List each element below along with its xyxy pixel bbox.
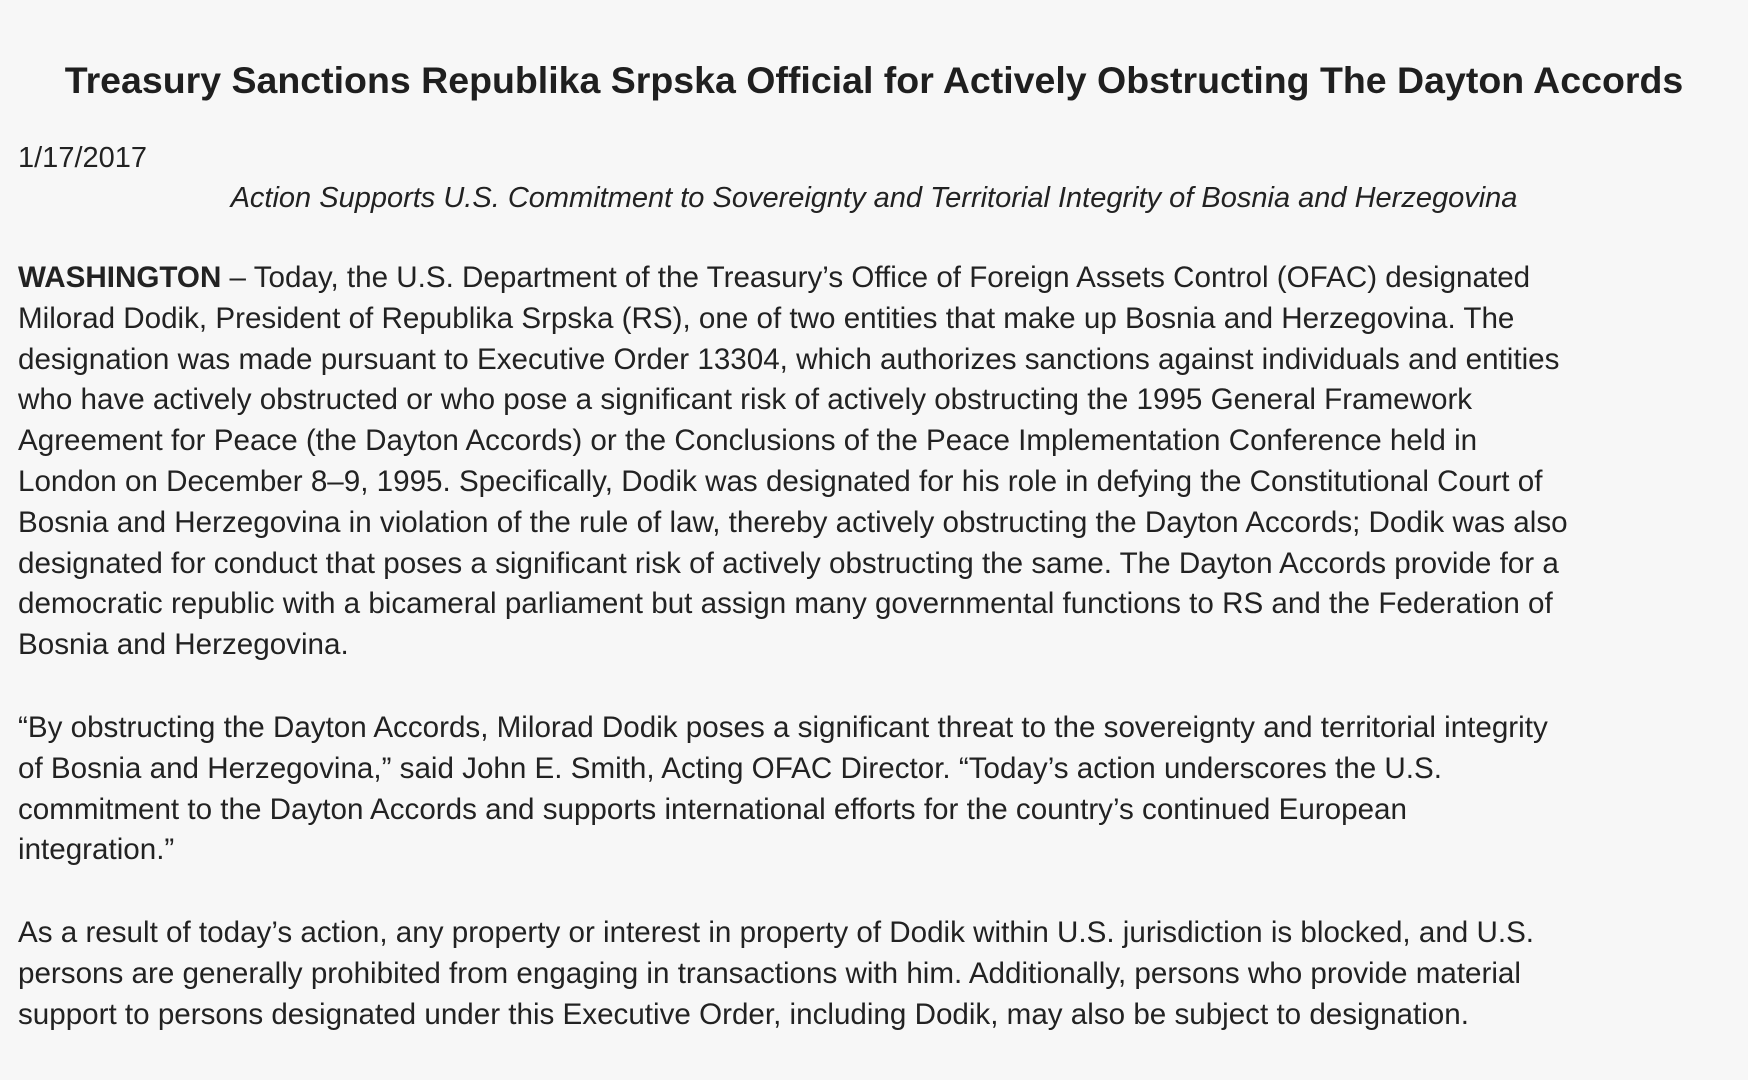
paragraph-1-line-6: London on December 8–9, 1995. Specifically, Dodik was designated for his role in defying the Constitutional Court of [18,464,1543,498]
page-title: Treasury Sanctions Republika Srpska Official for Actively Obstructing The Dayton Accords [64,59,1684,101]
paragraph-1-line-1: – Today, the U.S. Department of the Treasury’s Office of Foreign Assets Control (OFAC) designated [221,261,1531,294]
paragraph-2 [18,708,1730,871]
paragraph-1-line-9: democratic republic with a bicameral parliament but assign many governmental functions to RS and the Federation of [18,587,1553,621]
publish-date: 1/17/2017 [18,142,148,174]
paragraph-3-line-1: As a result of today’s action, any property or interest in property of Dodik within U.S. jurisdiction is blocked, and U.S. [18,916,1535,950]
paragraph-1-line-5: Agreement for Peace (the Dayton Accords) or the Conclusions of the Peace Implementation Conference held in [18,424,1478,458]
paragraph-2-line-2: of Bosnia and Herzegovina,” said John E. Smith, Acting OFAC Director. “Today’s action underscores the U.S. [18,751,1442,785]
dateline: WASHINGTON [18,261,222,294]
paragraph-1-line-8: designated for conduct that poses a significant risk of actively obstructing the same. The Dayton Accords provide for a [18,546,1559,580]
paragraph-1-line-2: Milorad Dodik, President of Republika Srpska (RS), one of two entities that make up Bosnia and Herzegovina. The [18,301,1515,335]
paragraph-1 [18,258,1730,666]
page-subtitle: Action Supports U.S. Commitment to Sovereignty and Territorial Integrity of Bosnia and Herzegovina [230,182,1518,214]
paragraph-3-line-3: support to persons designated under this Executive Order, including Dodik, may also be subject to designation. [18,997,1469,1031]
paragraph-3 [18,913,1730,1035]
paragraph-2-line-3: commitment to the Dayton Accords and supports international efforts for the country’s continued European [18,792,1407,826]
paragraph-2-line-1: “By obstructing the Dayton Accords, Milorad Dodik poses a significant threat to the sovereignty and territorial integrity [18,710,1548,744]
paragraph-3-line-2: persons are generally prohibited from engaging in transactions with him. Additionally, persons who provide material [18,956,1521,990]
paragraph-1-line-10: Bosnia and Herzegovina. [18,628,349,662]
paragraph-1-line-7: Bosnia and Herzegovina in violation of the rule of law, thereby actively obstructing the Dayton Accords; Dodik was also [18,505,1568,539]
paragraph-1-line-3: designation was made pursuant to Executive Order 13304, which authorizes sanctions against individuals and entities [18,342,1560,376]
paragraph-1-line-4: who have actively obstructed or who pose a significant risk of actively obstructing the 1995 General Framework [18,383,1473,417]
paragraph-2-line-4: integration.” [18,833,175,867]
